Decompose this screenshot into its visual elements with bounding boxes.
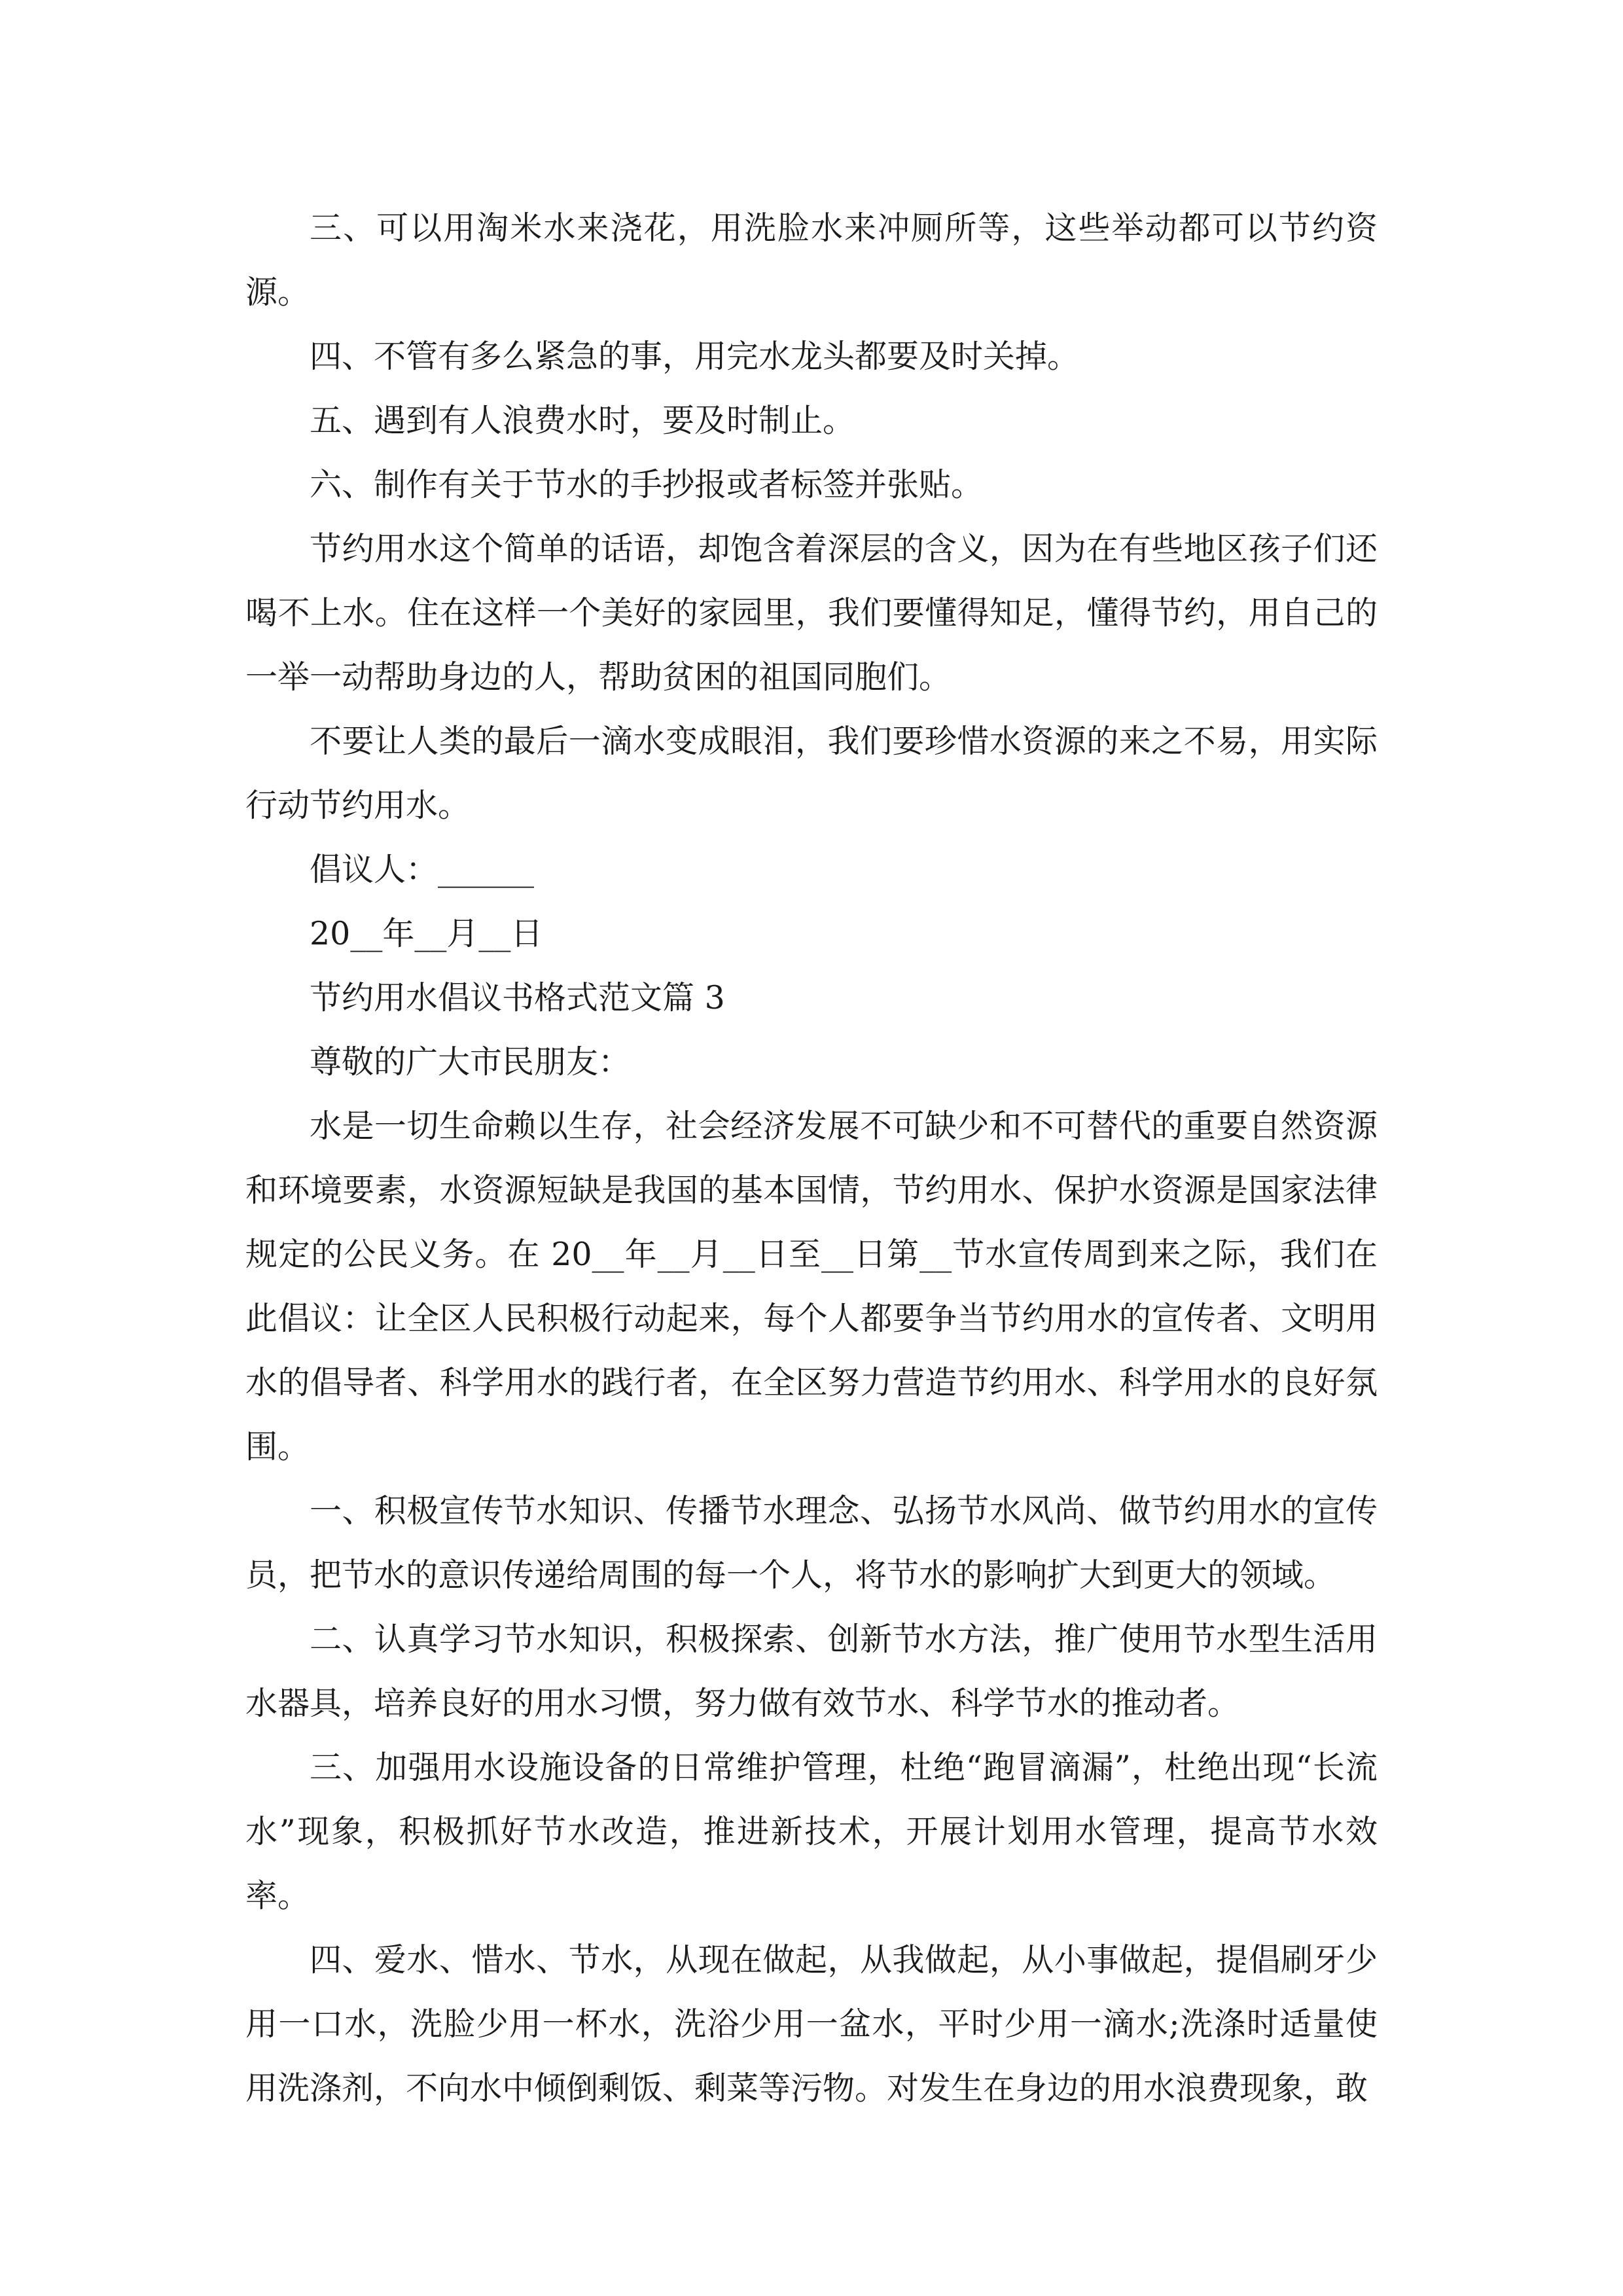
salutation: 尊敬的广大市民朋友： [310,1043,631,1081]
paragraph-item-5: 五、遇到有人浪费水时，要及时制止。 [310,402,855,439]
paragraph-item-4: 四、不管有多么紧急的事，用完水龙头都要及时关掉。 [310,338,1080,375]
paragraph-closing-appeal: 不要让人类的最后一滴水变成眼泪，我们要珍惜水资源的来之不易，用实际行动节约用水。 [245,723,1378,824]
proposal-item-3: 三、加强用水设施设备的日常维护管理，杜绝“跑冒滴漏”，杜绝出现“长流水”现象，积极抓好节水改造，推进新技术，开展计划用水管理，提高节水效率。 [245,1749,1378,1914]
paragraph-saving-water-meaning: 节约用水这个简单的话语，却饱含着深层的含义，因为在有些地区孩子们还喝不上水。住在这样一个美好的家园里，我们要懂得知足，懂得节约，用自己的一举一动帮助身边的人，帮助贫困的祖国同胞们。 [245,530,1378,696]
paragraph-item-3: 三、可以用淘米水来浇花，用洗脸水来冲厕所等，这些举动都可以节约资源。 [245,209,1378,311]
proposal-item-4: 四、爱水、惜水、节水，从现在做起，从我做起，从小事做起，提倡刷牙少用一口水，洗脸少用一杯水，洗浴少用一盆水，平时少用一滴水;洗涤时适量使用洗涤剂，不向水中倾倒剩饭、剩菜等污物。对发生在身边的用水浪费现象，敢 [245,1941,1378,2107]
document-body [245,196,1378,2121]
signature-date: 20__年__月__日 [310,915,543,952]
proposal-item-2: 二、认真学习节水知识，积极探索、创新节水方法，推广使用节水型生活用水器具，培养良好的用水习惯，努力做有效节水、科学节水的推动者。 [245,1621,1378,1722]
paragraph-item-6: 六、制作有关于节水的手抄报或者标签并张贴。 [310,466,984,503]
proposal-item-1: 一、积极宣传节水知识、传播节水理念、弘扬节水风尚、做节约用水的宣传员，把节水的意识传递给周围的每一个人，将节水的影响扩大到更大的领域。 [245,1492,1378,1594]
section-title: 节约用水倡议书格式范文篇 3 [310,979,725,1016]
paragraph-introduction: 水是一切生命赖以生存，社会经济发展不可缺少和不可替代的重要自然资源和环境要素，水资源短缺是我国的基本国情，节约用水、保护水资源是国家法律规定的公民义务。在 20__年__月__日至__日第__节水宣传周到来之际，我们在此倡议：让全区人民积极行动起来，每个人都要争当节约用水的宣传者、文明用水的倡导者、科学用水的践行者，在全区努力营造节约用水、科学用水的良好氛围。 [245,1107,1378,1465]
signature-initiator: 倡议人：______ [310,851,535,888]
